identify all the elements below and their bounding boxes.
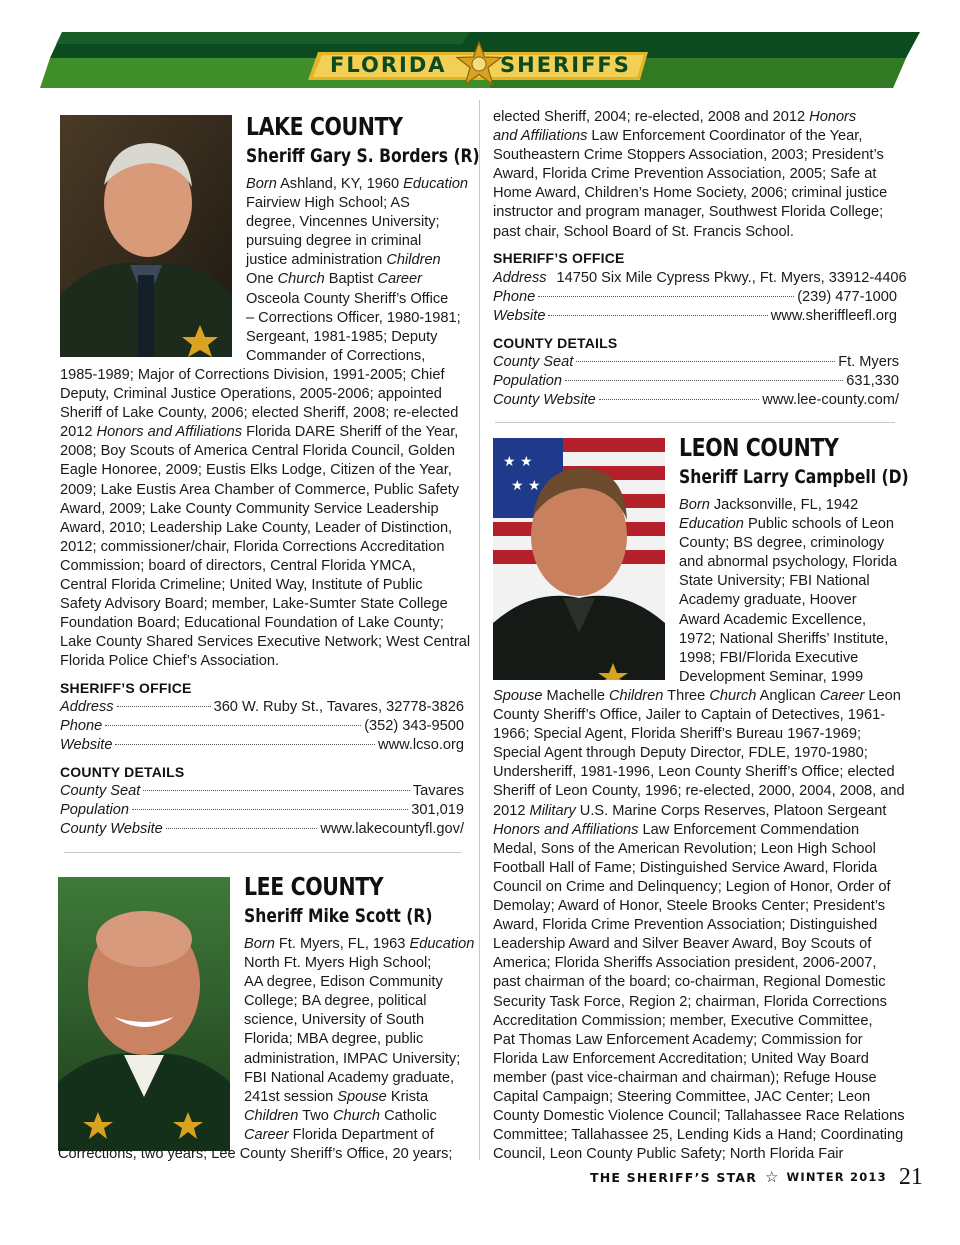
lee-seat-row: County Seat Ft. Myers — [493, 354, 899, 370]
lake-county-heading: LAKE COUNTY — [246, 112, 403, 141]
lee-details-heading: COUNTY DETAILS — [493, 335, 618, 351]
leon-sheriff-photo — [493, 438, 665, 680]
lake-office-heading: SHERIFF’S OFFICE — [60, 680, 192, 696]
banner-title-left: FLORIDA — [330, 53, 447, 77]
publication-name: THE SHERIFF’S STAR — [590, 1169, 758, 1185]
lake-seat-row: County Seat Tavares — [60, 783, 464, 799]
lake-website-row: Website www.lcso.org — [60, 737, 464, 753]
lee-bio-continued: elected Sheriff, 2004; re-elected, 2008 and 2012 Honors and Affiliations Law Enforcement Coordinator of the Year, Southeastern Crime Stoppers Association, 2003; President’s Award, Florida Crime Prevention Association, 2005; Safe at Home Award, Children’s Home Society, 2006; criminal justice instructor and program manager, Southwest Florida College; past chair, School Board of St. Francis School. — [493, 109, 888, 240]
leon-county-heading: LEON COUNTY — [679, 433, 839, 462]
svg-text:★ ★: ★ ★ — [511, 478, 541, 494]
lake-sheriff-photo — [60, 115, 232, 357]
sheriff-star-icon — [455, 40, 503, 88]
leon-bio-top: Born Jacksonville, FL, 1942 Education Public schools of Leon County; BS degree, criminology and abnormal psychology, Florida State University; FBI National Academy graduate, Hoover Award Academic Excellence, 1972; National Sheriffs’ Institute, 1998; FBI/Florida Executive Development Seminar, 1999 — [679, 497, 897, 685]
lake-sheriff-name: Sheriff Gary S. Borders (R) — [246, 145, 480, 167]
lee-sheriff-photo — [58, 877, 230, 1151]
lee-office-heading: SHERIFF’S OFFICE — [493, 250, 625, 266]
lee-bio-top: Born Ft. Myers, FL, 1963 Education North Ft. Myers High School; AA degree, Edison Community College; BA degree, political science, University of South Florida; MBA degree, public administration, IMPAC University; FBI National Academy graduate, 241st session Spouse Krista Children Two Church Catholic Career Florida Department of — [244, 936, 475, 1143]
lee-phone-row: Phone (239) 477-1000 — [493, 289, 897, 305]
lee-county-website-row: County Website www.lee-county.com/ — [493, 392, 899, 408]
page-number: 21 — [898, 1163, 923, 1190]
banner-title-right: SHERIFFS — [500, 53, 631, 77]
lake-address-row: Address 360 W. Ruby St., Tavares, 32778-3826 — [60, 699, 464, 715]
star-icon: ☆ — [765, 1169, 779, 1186]
column-divider — [479, 100, 480, 1160]
lee-address-row: Address 14750 Six Mile Cypress Pkwy., Ft. Myers, 33912-4406 — [493, 270, 907, 286]
lee-sheriff-name: Sheriff Mike Scott (R) — [244, 905, 433, 927]
lee-website-row: Website www.sheriffleefl.org — [493, 308, 897, 324]
lake-bio-top: Born Ashland, KY, 1960 Education Fairview High School; AS degree, Vincennes University; pursuing degree in criminal justice administration Children One Church Baptist Career Osceola County Sheriff’s Office – Corrections Officer, 1980-1981; Sergeant, 1981-1985; Deputy Commander of Corrections, — [246, 176, 469, 364]
section-divider — [64, 852, 462, 853]
lake-details-heading: COUNTY DETAILS — [60, 764, 185, 780]
leon-bio-bottom: Spouse Machelle Children Three Church Anglican Career Leon County Sheriff’s Office, Jailer to Captain of Detectives, 1961- 1966; Special Agent, Florida Sheriff’s Bureau 1967-1969; Special Agent through Deputy Director, FDLE, 1970-1980; Undersheriff, 1981-1996, Leon County Sheriff’s Office; elected Sheriff of Leon County, 1996; re-elected, 2000, 2004, 2008, and 2012 Military U.S. Marine Corps Reserves, Platoon Sergeant Honors and Affiliations Law Enforcement Commendation Medal, Sons of the American Revolution; Leon High School Football Hall of Fame; Distinguished Service Award, Florida Council on Crime and Delinquency; Legion of Honor, Order of Demolay; Award of Honor, Steele Brooks Center; President’s Award, Florida Crime Prevention Association; Distinguished Leadership Award and Silver Beaver Award, Boy Scouts of America; Florida Sheriffs Association president, 2006-2007, past chairman of the board; co-chairman, Regional Domestic Security Task Force, Region 2; chairman, Florida Corrections Accreditation Commission; member, Executive Committee, Pat Thomas Law Enforcement Academy; Commission for Florida Law Enforcement Accreditation; United Way Board member (past vice-chairman and chairman); Refuge House Capital Campaign; Steering Committee, JAC Center; Leon County Domestic Violence Council; Tallahassee Race Relations Committee; Tallahassee 25, Lending Kids a Hand; Coordinating Council, Leon County Public Safety; North Florida Fair — [493, 688, 905, 1163]
lee-bio-bottom: Corrections, two years; Lee County Sheriff’s Office, 20 years; — [58, 1146, 453, 1162]
lake-county-website-row: County Website www.lakecountyfl.gov/ — [60, 821, 464, 837]
lee-population-row: Population 631,330 — [493, 373, 899, 389]
lake-phone-row: Phone (352) 343-9500 — [60, 718, 464, 734]
issue-label: WINTER 2013 — [786, 1170, 887, 1184]
lake-bio-bottom: 1985-1989; Major of Corrections Division, 1991-2005; Chief Deputy, Criminal Justice Operations, 2005-2006; appointed Sheriff of Lake County, 2006; elected Sheriff, 2008; re-elected 2012 Honors and Affiliations Florida DARE Sheriff of the Year, 2008; Boy Scouts of America Central Florida Council, Golden Eagle Honoree, 2009; Eustis Elks Lodge, Citizen of the Year, 2009; Lake Eustis Area Chamber of Commerce, Public Safety Award, 2009; Lake County Community Service Leadership Award, 2010; Leadership Lake County, Leader of Distinction, 2012; commissioner/chair, Florida Corrections Accreditation Commission; board of directors, Central Florida YMCA, Central Florida Crimeline; United Way, Institute of Public Safety Advisory Board; member, Lake-Sumter State College Foundation Board; Educational Foundation of Lake County; Lake County Shared Services Executive Network; West Central Florida Police Chief’s Association. — [60, 367, 471, 670]
section-divider — [495, 422, 895, 423]
lee-county-heading: LEE COUNTY — [244, 872, 384, 901]
svg-text:★ ★: ★ ★ — [503, 454, 533, 470]
page-footer — [590, 1162, 923, 1192]
leon-sheriff-name: Sheriff Larry Campbell (D) — [679, 466, 909, 488]
header-banner — [0, 0, 960, 100]
lake-population-row: Population 301,019 — [60, 802, 464, 818]
